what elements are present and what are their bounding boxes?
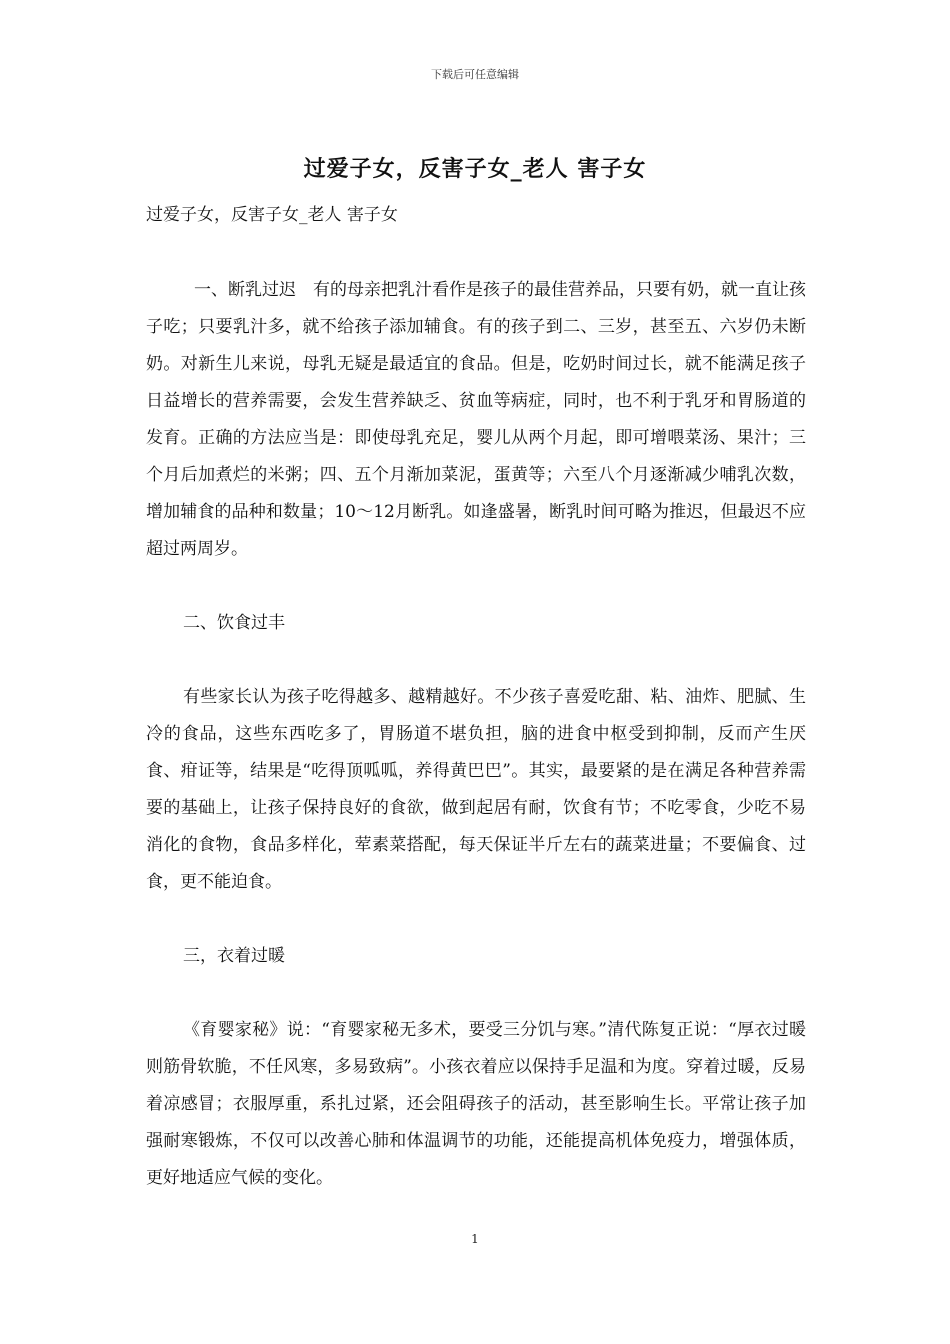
document-subtitle: 过爱子女，反害子女_老人 害子女 [146,205,398,225]
paragraph-spacer [146,642,806,679]
section-2-paragraph: 有些家长认为孩子吃得越多、越精越好。不少孩子喜爱吃甜、粘、油炸、肥腻、生冷的食品，这些东西吃多了，胃肠道不堪负担，脑的进食中枢受到抑制，反而产生厌食、疳证等，结果是“吃得顶呱呱，养得黄巴巴”。其实，最要紧的是在满足各种营养需要的基础上，让孩子保持良好的食欲，做到起居有耐，饮食有节；不吃零食，少吃不易消化的食物，食品多样化，荤素菜搭配，每天保证半斤左右的蔬菜进量；不要偏食、过食，更不能迫食。 [146,687,806,892]
document-body [146,272,806,1197]
page-number: 1 [471,1232,479,1246]
section-2-heading: 二、饮食过丰 [183,613,285,633]
paragraph-spacer [146,568,806,605]
section-1-paragraph: 一、断乳过迟 有的母亲把乳汁看作是孩子的最佳营养品，只要有奶，就一直让孩子吃；只要乳汁多，就不给孩子添加辅食。有的孩子到二、三岁，甚至五、六岁仍未断奶。对新生儿来说，母乳无疑是最适宜的食品。但是，吃奶时间过长，就不能满足孩子日益增长的营养需要，会发生营养缺乏、贫血等病症，同时，也不利于乳牙和胃肠道的发育。正确的方法应当是：即使母乳充足，婴儿从两个月起，即可增喂菜汤、果汁；三个月后加煮烂的米粥；四、五个月渐加菜泥，蛋黄等；六至八个月逐渐减少哺乳次数，增加辅食的品种和数量；10～12月断乳。如逢盛暑，断乳时间可略为推迟，但最迟不应超过两周岁。 [146,280,806,559]
header-note: 下载后可任意编辑 [431,68,519,81]
section-3-paragraph: 《育婴家秘》说：“育婴家秘无多术，要受三分饥与寒。”清代陈复正说：“厚衣过暖则筋骨软脆，不任风寒，多易致病”。小孩衣着应以保持手足温和为度。穿着过暖，反易着凉感冒；衣服厚重，系扎过紧，还会阻碍孩子的活动，甚至影响生长。平常让孩子加强耐寒锻炼，不仅可以改善心肺和体温调节的功能，还能提高机体免疫力，增强体质，更好地适应气候的变化。 [146,1020,806,1188]
document-title: 过爱子女，反害子女_老人 害子女 [303,156,647,182]
section-3-heading: 三，衣着过暖 [183,946,285,966]
paragraph-spacer [146,901,806,938]
paragraph-spacer [146,975,806,1012]
